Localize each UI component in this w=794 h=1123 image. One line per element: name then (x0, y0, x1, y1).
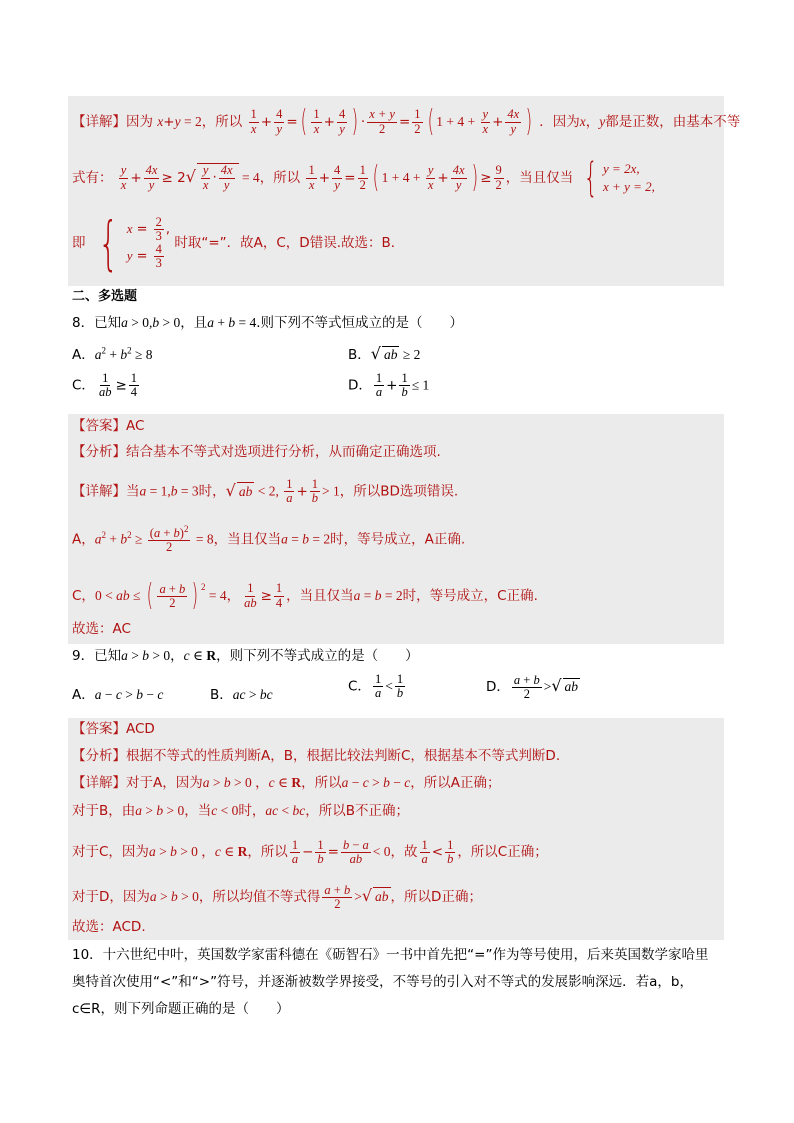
q7-detail-line-2: 式有： $\frac{y}{x}$ + $\frac{4x}{y}$ ≥ 2√ $\frac{y}{x}$ · $\frac{4x}{y}$ = 4，所以 $\frac{1}{x}$ + $\frac{4}{y}$ = $\frac{1}{2}$ ( 1 + 4 + $\frac{y}{x}$ + $\frac{4x}{y}$ ) ≥ $\frac{9}{2}$ ，当且仅当 { y = 2x, x + y = 2, (72, 155, 655, 201)
q8-option-b: B．√ ab ≥ 2 (348, 344, 421, 363)
q9-option-c: C． $\frac{1}{a}$ < $\frac{1}{b}$ (348, 672, 404, 701)
q10-stem-line-2: 奥特首次使用“<”和“>”符号，并逐渐被数学界接受，不等号的引入对不等式的发展影响深远．若a，b， (72, 974, 693, 990)
q8-answer: 【答案】AC (72, 418, 145, 434)
q10-stem-line-1: 10．十六世纪中叶，英国数学家雷科德在《砺智石》一书中首先把“=”作为等号使用，后来英国数学家哈里 (72, 947, 709, 963)
q8-stem: 8．已知a > 0,b > 0，且a + b = 4.则下列不等式恒成立的是（ ） (72, 315, 464, 331)
q9-option-b: B．ac > bc (210, 687, 273, 703)
q8-detail-1: 【详解】当a = 1,b = 3时，√ ab < 2, $\frac{1}{a}$ + $\frac{1}{b}$ > 1，所以BD选项错误. (72, 477, 459, 506)
q8-option-a: A．$a^2 + b^2 \ge 8$ (72, 345, 153, 363)
q9-option-d: D． $\frac{a + b}{2}$ >√ ab (486, 673, 579, 702)
q9-analysis: 【分析】根据不等式的性质判断A，B，根据比较法判断C，根据基本不等式判断D. (72, 748, 561, 764)
section-title: 二、多选题 (72, 289, 138, 304)
q8-option-c: C． $\frac{1}{ab}$ ≥ $\frac{1}{4}$ (72, 371, 137, 400)
detail-tag: 【详解】 (72, 114, 126, 130)
q8-analysis: 【分析】结合基本不等式对选项进行分析，从而确定正确选项. (72, 444, 441, 460)
q9-stem: 9．已知a > b > 0，c ∈ R，则下列不等式成立的是（ ） (72, 648, 419, 664)
q8-detail-2: A，$a^2 + b^2$ ≥ $\frac{(a + b)^2}{2}$ = 8，当且仅当a = b = 2时，等号成立，A正确. (72, 524, 466, 555)
q9-answer: 【答案】ACD (72, 721, 155, 737)
q8-conclusion: 故选：AC (72, 621, 131, 637)
q7-detail-line-3: 即 { x = $\frac{2}{3}$ , y = $\frac{4}{3}$ 时取“=”．故A，C，D错误.故选：B． (72, 209, 405, 277)
q10-stem-line-3: c∈R，则下列命题正确的是（ ） (72, 1001, 290, 1017)
q9-detail-2: 对于B，由a > b > 0，当c < 0时，ac < bc，所以B不正确； (72, 803, 410, 819)
q9-detail-3: 对于C，因为a > b > 0 ，c ∈ R，所以 $\frac{1}{a}$ − $\frac{1}{b}$ = $\frac{b - a}{ab}$ < 0，故 $\frac{1}{a}$ < $\frac{1}{b}$ ，所以C正确； (72, 837, 548, 867)
q9-detail-1: 【详解】对于A，因为a > b > 0 ，c ∈ R，所以a − c > b − c，所以A正确； (72, 775, 501, 791)
q9-option-a: A．a − c > b − c (72, 687, 164, 703)
q7-detail-line-1: 【详解】因为 x+y = 2，所以 $\frac{1}{x}$ + $\frac{4}{y}$ =( $\frac{1}{x}$ + $\frac{4}{y}$ ) · $\frac{x + y}{2}$ = $\frac{1}{2}$ ( 1 + 4 + $\frac{y}{x}$ + $\frac{4x}{y}$ ) ．因为x，y都是正数，由基本不等 (72, 104, 741, 139)
q9-conclusion: 故选：ACD. (72, 919, 146, 935)
q8-option-d: D． $\frac{1}{a}$ + $\frac{1}{b}$ ≤ 1 (348, 371, 430, 400)
q9-detail-4: 对于D，因为a > b > 0，所以均值不等式得 $\frac{a + b}{2}$ >√ ab ，所以D正确； (72, 883, 482, 912)
q8-detail-3: C，0 < ab ≤ ( $\frac{a + b}{2}$ ) $^2$ = 4， $\frac{1}{ab}$ ≥ $\frac{1}{4}$ ，当且仅当a = b = 2时，等号成立，C正确. (72, 578, 538, 613)
